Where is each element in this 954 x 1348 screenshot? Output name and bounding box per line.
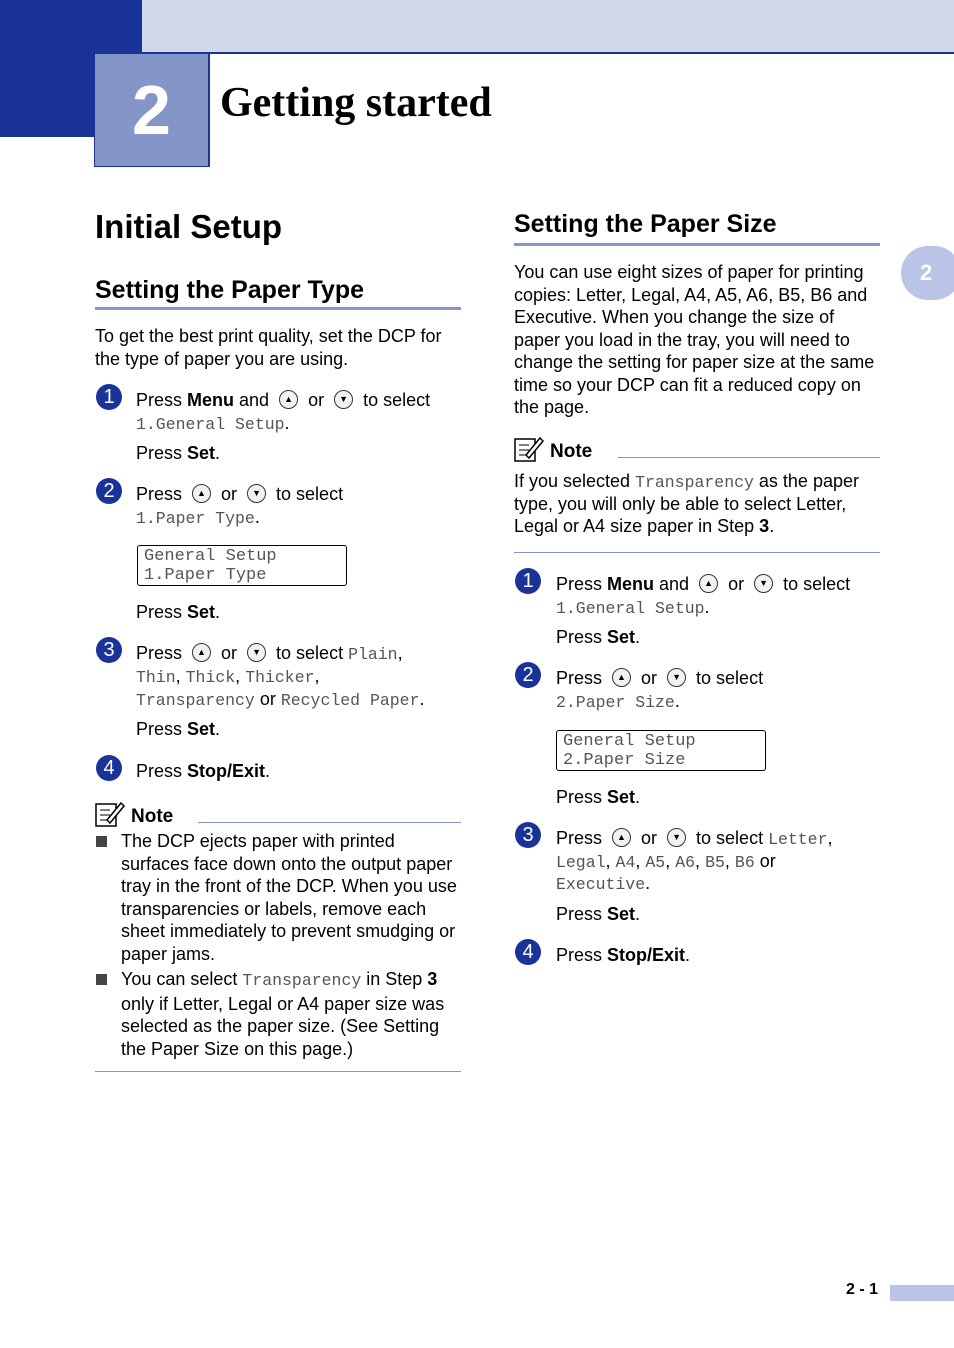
step-4-line: Press Stop/Exit. [556,945,691,965]
down-arrow-icon: ▼ [334,390,353,409]
press-set-line: Press Set. [136,443,221,463]
intro-paper-size: You can use eight sizes of paper for printing copies: Letter, Legal, A4, A5, A6, B5, B6 and Executive. When you change the size of paper you load in the tray, you will need to change the setting for paper size at the same time so your DCP can fit a reduced copy on the page. [514,262,875,417]
note-bottom-rule [514,552,880,553]
up-arrow-icon: ▲ [612,828,631,847]
intro-paper-type: To get the best print quality, set the DCP for the type of paper you are using. [95,326,442,369]
note-bottom-rule [95,1071,461,1072]
set-key: Set [187,443,216,463]
step-1-code-line: 1.General Setup. [556,597,710,618]
step-2-code-line: 1.Paper Type. [136,507,260,528]
up-arrow-icon: ▲ [279,390,298,409]
note-title: Note [131,806,174,827]
set-key: Set [187,719,216,739]
step-number-4: 4 [515,939,541,965]
step-3-options-line: Transparency or Recycled Paper. [136,689,425,710]
step-1-code-line: 1.General Setup. [136,413,290,434]
step-number-3: 3 [515,822,541,848]
step-3-options-line: Executive. [556,873,651,894]
step-number-4: 4 [96,755,122,781]
down-arrow-icon: ▼ [667,828,686,847]
chapter-divider [209,53,210,167]
set-key: Set [187,602,216,622]
press-set-line: Press Set. [136,719,221,739]
page-number: 2 - 1 [846,1281,879,1298]
up-arrow-icon: ▲ [192,484,211,503]
step-number-2: 2 [515,662,541,688]
footer-bar [890,1285,954,1301]
up-arrow-icon: ▲ [612,668,631,687]
note-text-line: Legal or A4 size paper in Step 3. [514,516,775,536]
step-4-line: Press Stop/Exit. [136,761,271,781]
chapter-title: Getting started [220,80,492,126]
subsection-title-paper-type: Setting the Paper Type [95,276,365,304]
down-arrow-icon: ▼ [754,574,773,593]
subsection-title-paper-size: Setting the Paper Size [514,210,777,238]
lcd-line-2: 1.Paper Type [144,566,267,585]
menu-key: Menu [607,574,655,594]
note-pencil-icon [514,435,544,463]
step-3-options-line: Thin, Thick, Thicker, [136,666,320,687]
stop-exit-key: Stop/Exit [187,761,266,781]
lcd-line-2: 2.Paper Size [563,751,686,770]
square-bullet-icon [96,974,107,985]
note-rule [618,457,880,458]
set-key: Set [607,627,636,647]
step-3-line: Press ▲ or ▼ to select Plain, [136,643,403,664]
lcd-display [556,730,766,771]
note-title: Note [550,441,593,462]
section-title: Initial Setup [95,208,283,245]
heading-rule [514,243,880,246]
step-2-line: Press ▲ or ▼ to select [556,668,764,688]
side-chapter-tab[interactable]: 2 [901,246,954,300]
step-number-1: 1 [96,384,122,410]
note-text-line: If you selected Transparency as the paper [514,471,859,492]
note-rule [198,822,461,823]
lcd-line-1: General Setup [563,732,696,751]
step-1-line: Press Menu and ▲ or ▼ to select [556,574,851,594]
header-light-band [142,0,954,54]
step-3-line: Press ▲ or ▼ to select Letter, [556,828,833,849]
note-text-line: type, you will only be able to select Letter, [514,494,847,514]
set-key: Set [607,787,636,807]
heading-rule [95,307,461,310]
menu-code: 1.General Setup [136,415,285,434]
up-arrow-icon: ▲ [699,574,718,593]
press-set-line: Press Set. [136,602,221,622]
press-set-line: Press Set. [556,627,641,647]
step-2-line: Press ▲ or ▼ to select [136,484,344,504]
lcd-display [137,545,347,586]
lcd-line-1: General Setup [144,547,277,566]
stop-exit-key: Stop/Exit [607,945,686,965]
note-bullet-2: You can select Transparency in Step 3 only if Letter, Legal or A4 paper size was selected as the paper size. (See Setting the Paper Size on this page.) [121,969,445,1059]
step-1-line: Press Menu and ▲ or ▼ to select [136,390,431,410]
press-set-line: Press Set. [556,904,641,924]
press-set-line: Press Set. [556,787,641,807]
step-number-2: 2 [96,478,122,504]
down-arrow-icon: ▼ [667,668,686,687]
down-arrow-icon: ▼ [247,643,266,662]
step-2-code-line: 2.Paper Size. [556,691,680,712]
menu-key: Menu [187,390,235,410]
square-bullet-icon [96,836,107,847]
set-key: Set [607,904,636,924]
menu-code: 2.Paper Size [556,693,675,712]
note-bullet-1: The DCP ejects paper with printed surfaces face down onto the output paper tray in the front of the DCP. When you use transparencies or labels, remove each sheet immediately to prevent smudging or paper jams. [121,831,457,964]
chapter-number: 2 [132,71,171,149]
down-arrow-icon: ▼ [247,484,266,503]
note-pencil-icon [95,800,125,828]
chapter-number-box [94,53,209,167]
step-number-1: 1 [515,568,541,594]
step-3-options-line: Legal, A4, A5, A6, B5, B6 or [556,851,776,872]
up-arrow-icon: ▲ [192,643,211,662]
menu-code: 1.Paper Type [136,509,255,528]
step-number-3: 3 [96,637,122,663]
menu-code: 1.General Setup [556,599,705,618]
